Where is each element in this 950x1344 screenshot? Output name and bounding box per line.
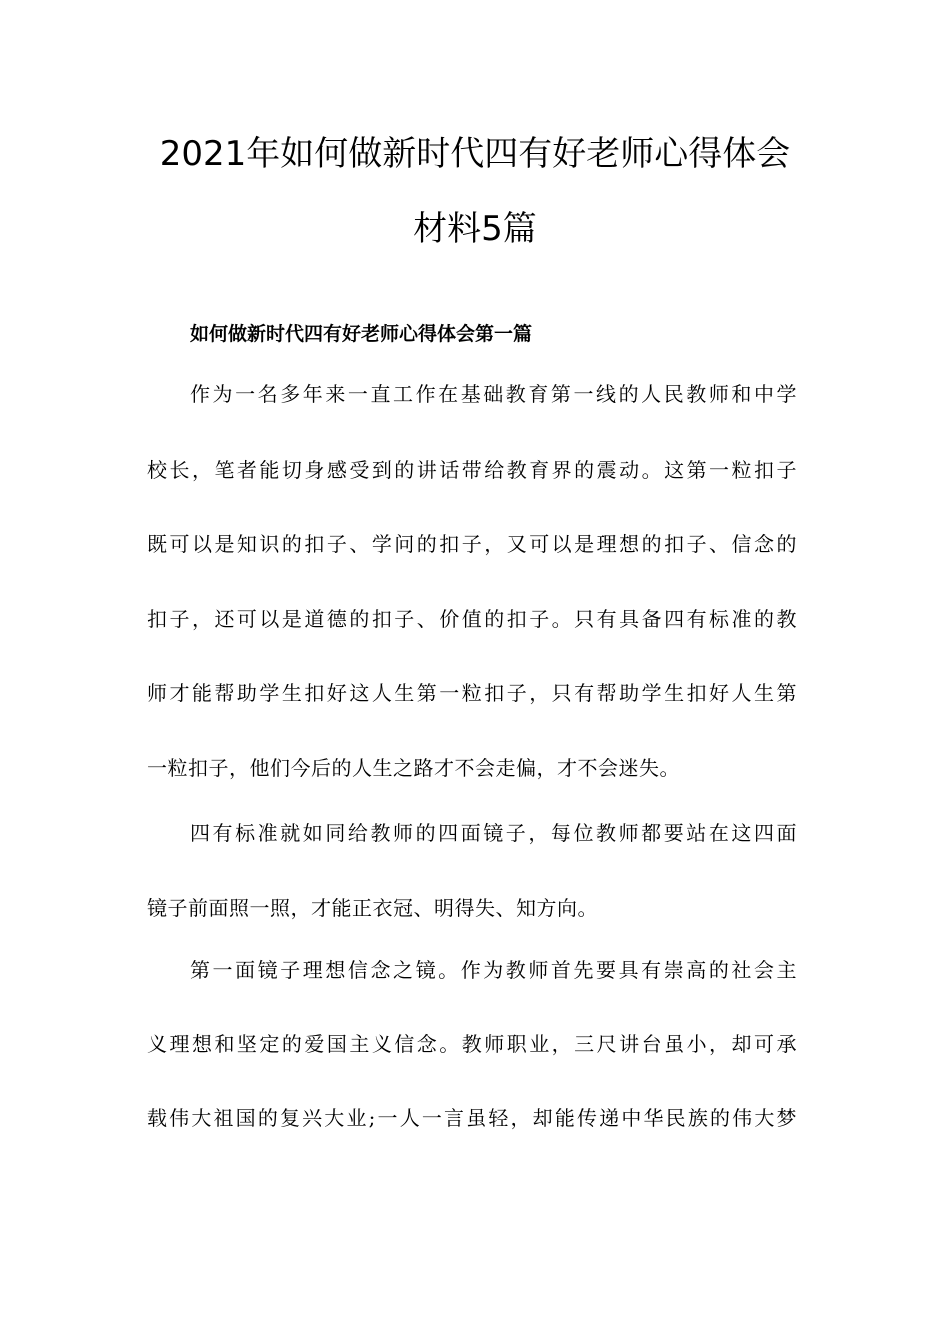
paragraph-line: 第一面镜子理想信念之镜。作为教师首先要具有崇高的社会主 — [190, 958, 797, 982]
paragraph-line: 扣子，还可以是道德的扣子、价值的扣子。只有具备四有标准的教 — [147, 607, 797, 631]
document-title-line-2: 材料5篇 — [413, 209, 537, 249]
paragraph-line: 义理想和坚定的爱国主义信念。教师职业，三尺讲台虽小，却可承 — [147, 1032, 797, 1056]
paragraph-line: 四有标准就如同给教师的四面镜子，每位教师都要站在这四面 — [190, 821, 797, 845]
document-title-line-1: 2021年如何做新时代四有好老师心得体会 — [159, 134, 791, 174]
paragraph-line: 载伟大祖国的复兴大业;一人一言虽轻，却能传递中华民族的伟大梦 — [147, 1106, 797, 1130]
section-heading: 如何做新时代四有好老师心得体会第一篇 — [190, 323, 533, 345]
paragraph-line: 校长，笔者能切身感受到的讲话带给教育界的震动。这第一粒扣子 — [147, 458, 797, 482]
paragraph-line: 一粒扣子，他们今后的人生之路才不会走偏，才不会迷失。 — [147, 756, 680, 780]
paragraph-line: 镜子前面照一照，才能正衣冠、明得失、知方向。 — [147, 896, 598, 920]
paragraph-line: 既可以是知识的扣子、学问的扣子，又可以是理想的扣子、信念的 — [147, 532, 797, 556]
paragraph-line: 作为一名多年来一直工作在基础教育第一线的人民教师和中学 — [190, 382, 797, 406]
paragraph-line: 师才能帮助学生扣好这人生第一粒扣子，只有帮助学生扣好人生第 — [147, 681, 797, 705]
